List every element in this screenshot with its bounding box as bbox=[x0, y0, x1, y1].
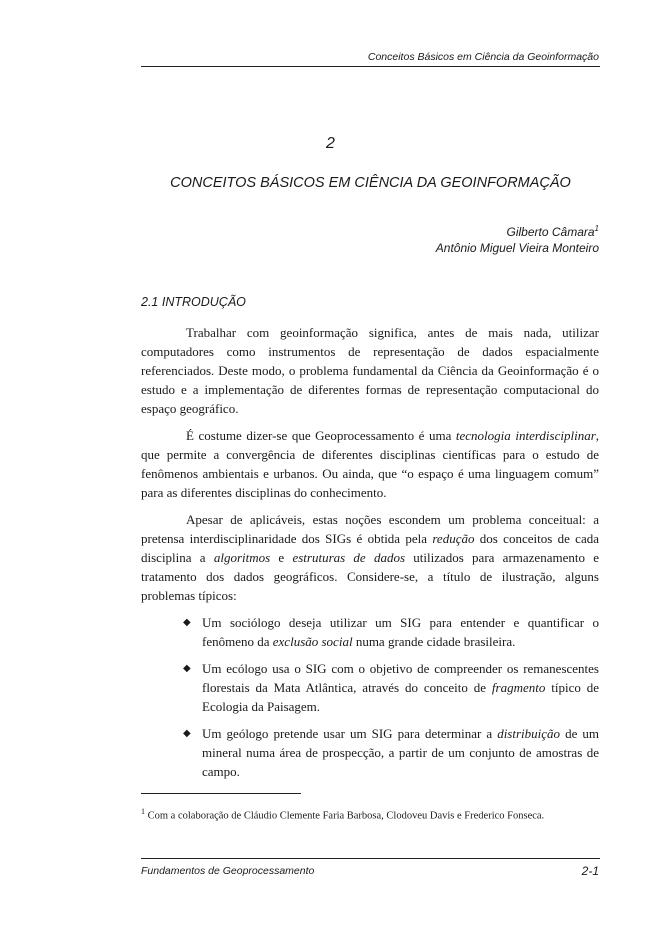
emphasized-term: redução bbox=[432, 531, 475, 546]
text-run: numa grande cidade brasileira. bbox=[352, 634, 516, 649]
footer-rule bbox=[141, 858, 600, 859]
emphasized-term: estruturas de dados bbox=[292, 550, 406, 565]
diamond-bullet-icon: ◆ bbox=[183, 617, 191, 628]
author-name: Antônio Miguel Vieira Monteiro bbox=[435, 241, 599, 255]
list-item bbox=[141, 724, 599, 781]
chapter-number: 2 bbox=[326, 135, 335, 152]
paragraph bbox=[141, 426, 599, 502]
list-item bbox=[141, 613, 599, 651]
footnote-text: Com a colaboração de Cláudio Clemente Faria Barbosa, Clodoveu Davis e Frederico Fonseca. bbox=[147, 810, 545, 822]
footnote-marker: 1 bbox=[594, 224, 599, 233]
author-secondary bbox=[436, 241, 599, 255]
text-run: e bbox=[270, 550, 293, 565]
emphasized-term: fragmento bbox=[491, 680, 546, 695]
section-heading: 2.1 INTRODUÇÃO bbox=[141, 295, 246, 309]
footnote-number: 1 bbox=[141, 807, 145, 816]
text-run: , que permite a convergência de diferentes disciplinas científicas para o estudo de fenômenos ambientais e urbanos. Ou ainda, que “o espaço é uma linguagem comum” para as diferentes disciplinas do conhecimento. bbox=[141, 428, 599, 500]
list-item bbox=[141, 659, 599, 716]
text-run: Um ecólogo usa o SIG com o objetivo de compreender os remanescentes florestais da Mata Atlântica, através do conceito de bbox=[202, 661, 599, 695]
body-text bbox=[141, 323, 599, 789]
paragraph bbox=[141, 510, 599, 605]
text-run: Um geólogo pretende usar um SIG para determinar a bbox=[202, 726, 498, 741]
emphasized-term: algoritmos bbox=[213, 550, 271, 565]
emphasized-term: distribuição bbox=[497, 726, 561, 741]
text-run: dos conceitos de cada disciplina a bbox=[141, 531, 599, 565]
author-name: Gilberto Câmara bbox=[506, 225, 595, 239]
author-primary bbox=[507, 224, 599, 239]
paragraph bbox=[141, 323, 599, 418]
footnote-rule bbox=[141, 793, 301, 794]
emphasized-term: tecnologia interdisciplinar bbox=[455, 428, 596, 443]
chapter-title: CONCEITOS BÁSICOS EM CIÊNCIA DA GEOINFORMAÇÃO bbox=[170, 175, 571, 191]
diamond-bullet-icon: ◆ bbox=[183, 728, 191, 739]
footer-book-title: Fundamentos de Geoprocessamento bbox=[141, 865, 315, 877]
footnote bbox=[141, 807, 544, 822]
text-run: É costume dizer-se que Geoprocessamento é uma bbox=[186, 428, 456, 443]
text-run: de um mineral numa área de prospecção, a partir de um conjunto de amostras de campo. bbox=[202, 726, 599, 779]
paragraphs bbox=[141, 323, 599, 605]
text-run: Apesar de aplicáveis, estas noções escondem um problema conceitual: a pretensa interdisciplinaridade dos SIGs é obtida pela bbox=[141, 512, 599, 546]
diamond-bullet-icon: ◆ bbox=[183, 663, 191, 674]
emphasized-term: exclusão social bbox=[272, 634, 353, 649]
bullet-list bbox=[141, 613, 599, 781]
text-run: Um sociólogo deseja utilizar um SIG para entender e quantificar o fenômeno da bbox=[202, 615, 599, 649]
page-number: 2-1 bbox=[581, 864, 599, 878]
text-run: típico de Ecologia da Paisagem. bbox=[202, 680, 599, 714]
header-rule bbox=[141, 66, 600, 67]
text-run: utilizados para armazenamento e tratamento dos dados geográficos. Considere-se, a título de ilustração, alguns problemas típicos: bbox=[141, 550, 599, 603]
running-header: Conceitos Básicos em Ciência da Geoinformação bbox=[367, 51, 599, 63]
text-run: Trabalhar com geoinformação significa, antes de mais nada, utilizar computadores como instrumentos de representação de dados espacialmente referenciados. Deste modo, o problema fundamental da Ciência da Geoinformação é o estudo e a implementação de diferentes formas de representação computacional do espaço geográfico. bbox=[141, 325, 599, 416]
